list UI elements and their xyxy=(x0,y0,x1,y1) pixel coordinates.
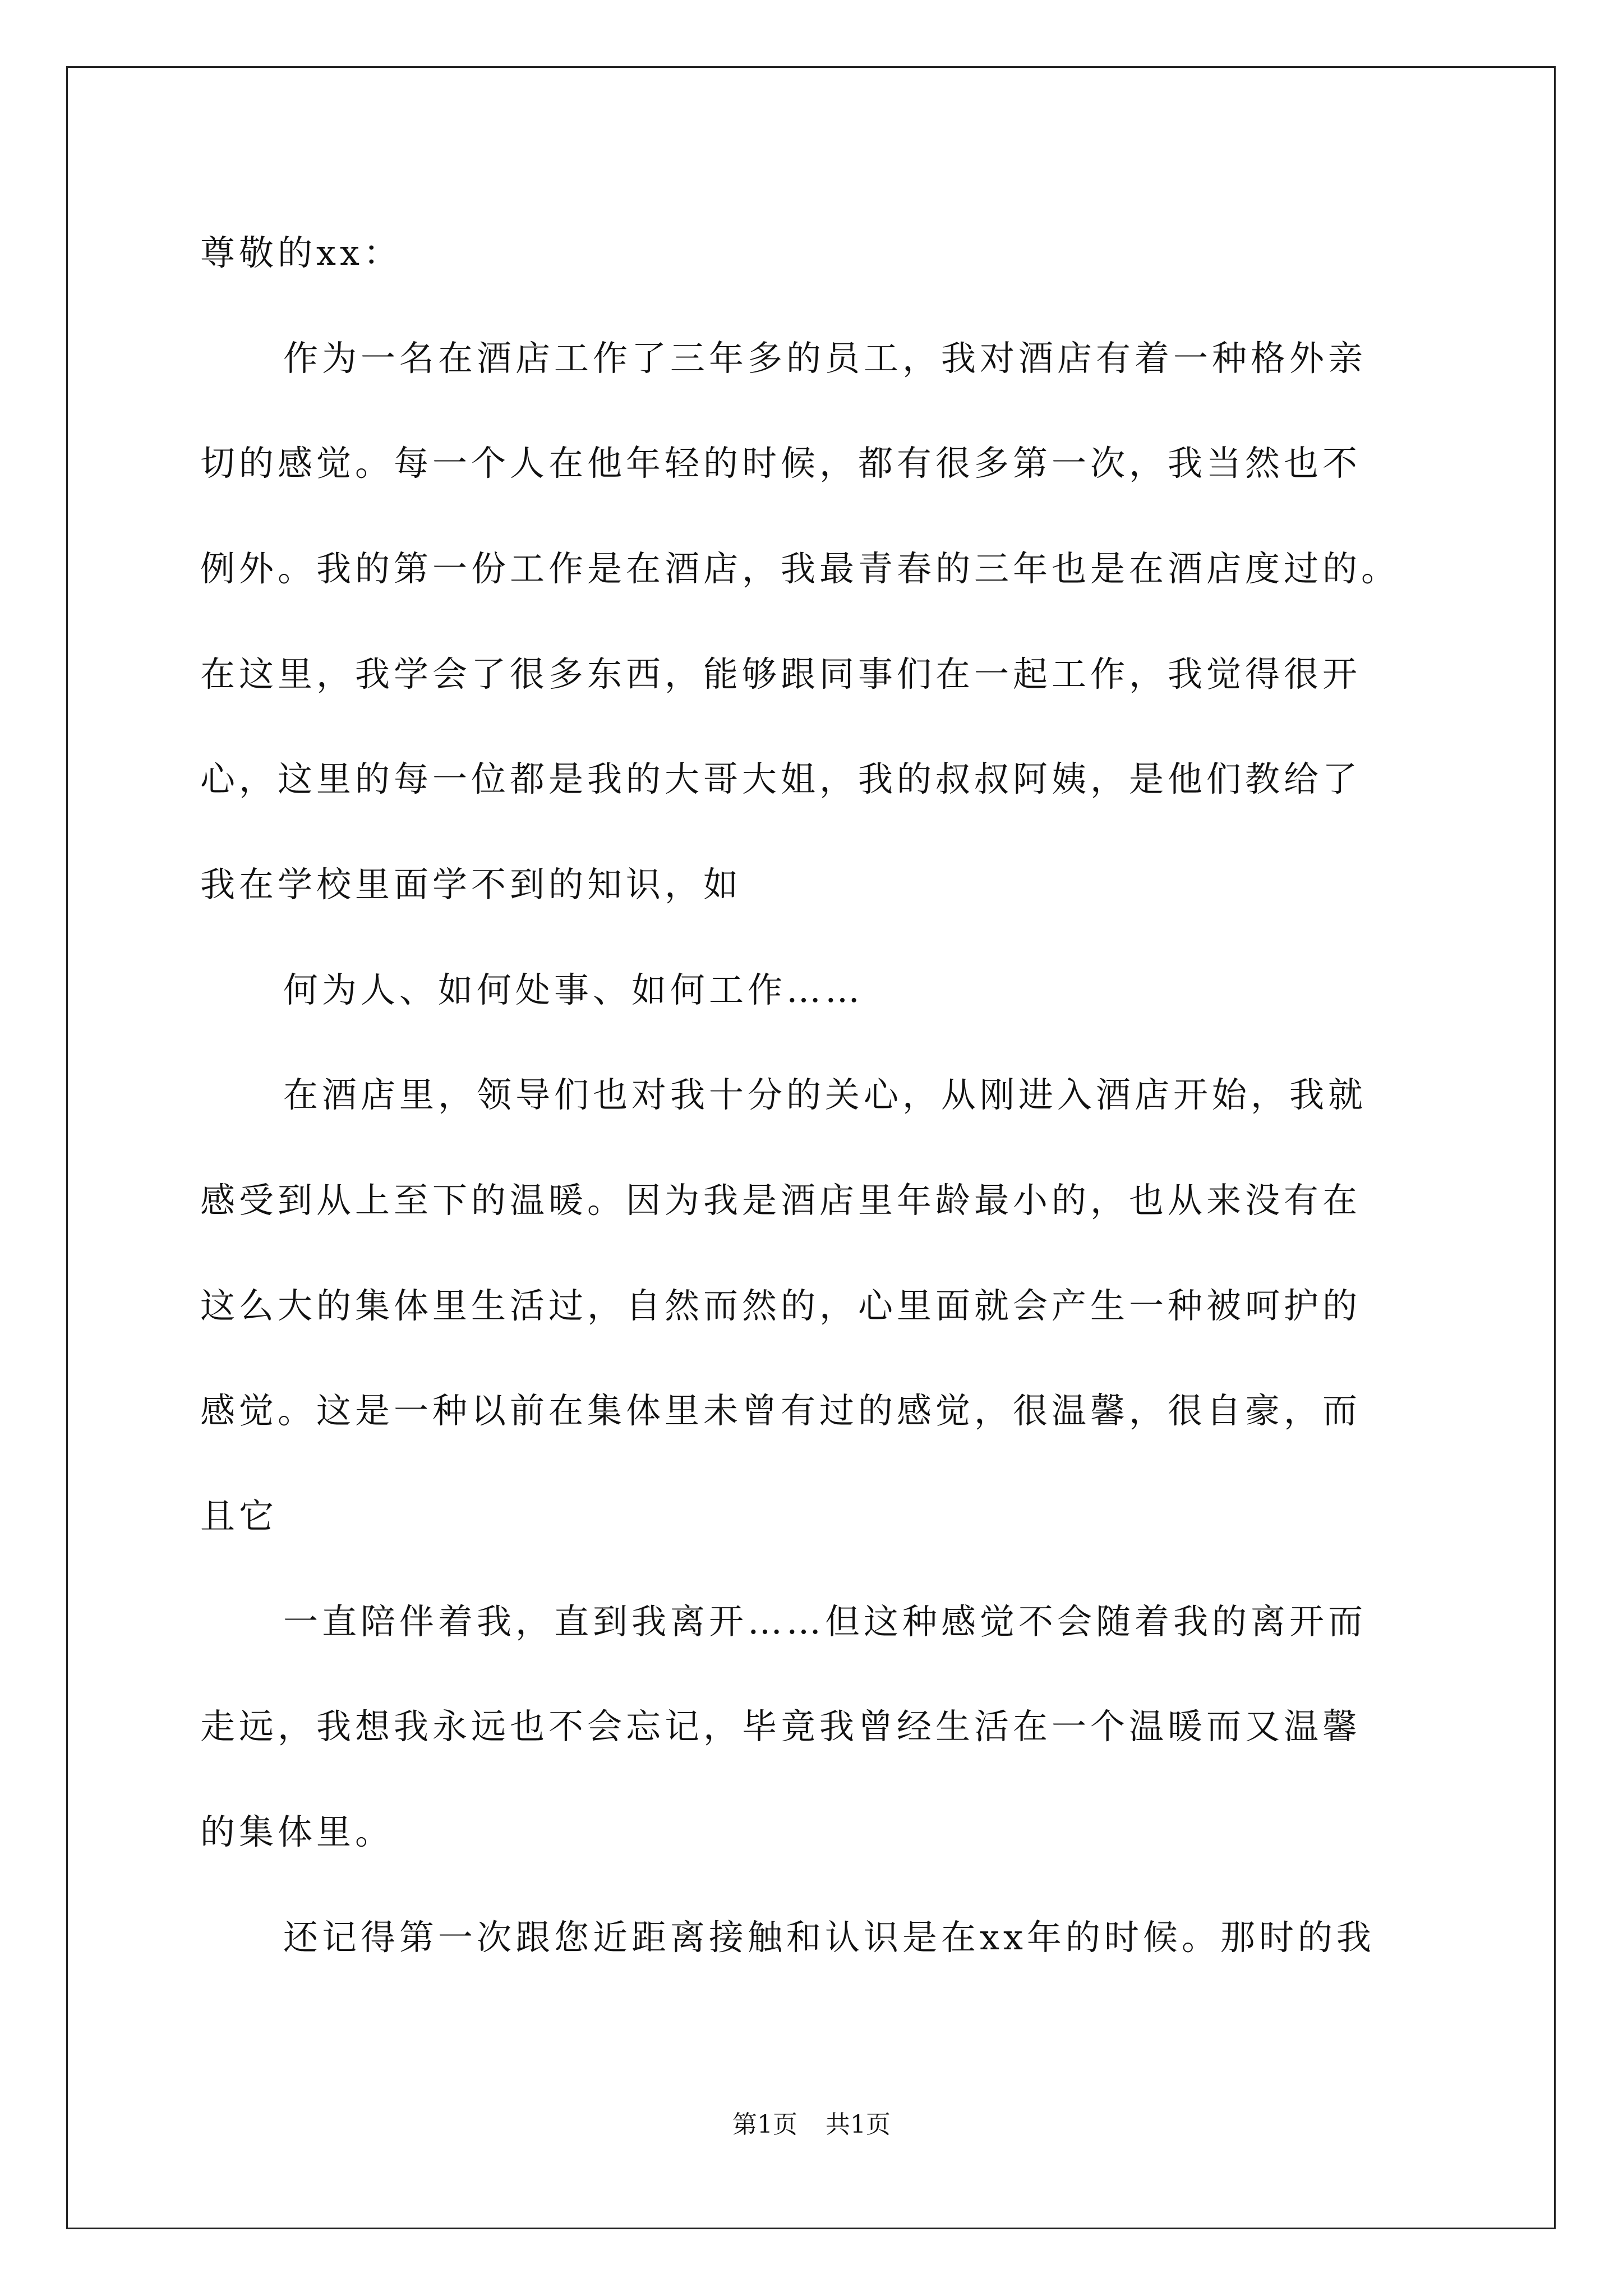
body-line: 心，这里的每一位都是我的大哥大姐，我的叔叔阿姨，是他们教给了 xyxy=(200,758,1362,799)
salutation: 尊敬的xx： xyxy=(200,232,402,273)
body-line: 在这里，我学会了很多东西，能够跟同事们在一起工作，我觉得很开 xyxy=(200,654,1362,694)
body-line: 例外。我的第一份工作是在酒店，我最青春的三年也是在酒店度过的。 xyxy=(200,548,1400,589)
body-line: 感觉。这是一种以前在集体里未曾有过的感觉，很温馨，很自豪，而 xyxy=(200,1390,1362,1431)
body-line: 感受到从上至下的温暖。因为我是酒店里年龄最小的，也从来没有在 xyxy=(200,1180,1362,1221)
body-line: 走远，我想我永远也不会忘记，毕竟我曾经生活在一个温暖而又温馨 xyxy=(200,1706,1362,1747)
body-line: 的集体里。 xyxy=(200,1811,394,1852)
body-line: 何为人、如何处事、如何工作…… xyxy=(283,969,864,1010)
page-footer xyxy=(0,2110,1623,2139)
body-line: 一直陪伴着我，直到我离开……但这种感觉不会随着我的离开而 xyxy=(283,1601,1367,1642)
body-line: 在酒店里，领导们也对我十分的关心，从刚进入酒店开始，我就 xyxy=(283,1074,1367,1115)
page-frame xyxy=(66,66,1556,2229)
body-line: 这么大的集体里生活过，自然而然的，心里面就会产生一种被呵护的 xyxy=(200,1285,1362,1326)
body-line: 还记得第一次跟您近距离接触和认识是在xx年的时候。那时的我 xyxy=(283,1917,1375,1958)
page-current-label: 第1页 xyxy=(732,2110,797,2139)
page-total-label: 共1页 xyxy=(826,2110,891,2139)
body-line: 且它 xyxy=(200,1496,278,1536)
body-line: 切的感觉。每一个人在他年轻的时候，都有很多第一次，我当然也不 xyxy=(200,443,1362,484)
body-line: 作为一名在酒店工作了三年多的员工，我对酒店有着一种格外亲 xyxy=(283,338,1367,379)
body-line: 我在学校里面学不到的知识，如 xyxy=(200,864,743,905)
